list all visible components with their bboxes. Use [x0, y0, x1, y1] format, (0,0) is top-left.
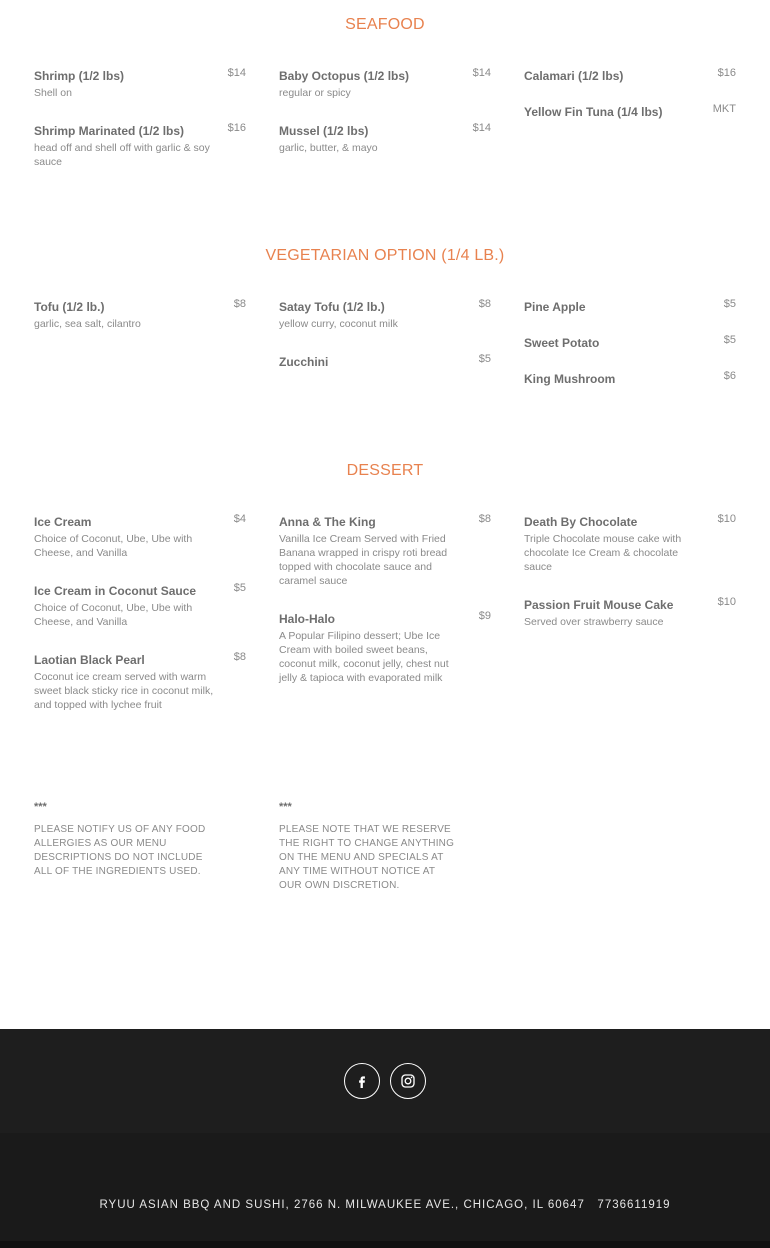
- item-price: $8: [478, 513, 491, 525]
- menu-item: [524, 334, 736, 351]
- item-price: $5: [478, 353, 491, 365]
- item-name: Ice Cream in Coconut Sauce: [34, 584, 197, 598]
- facebook-link[interactable]: [344, 1063, 380, 1099]
- item-name: Shrimp (1/2 lbs): [34, 69, 125, 83]
- item-name: Anna & The King: [279, 515, 376, 529]
- item-price: $9: [478, 610, 491, 622]
- menu-item: [279, 353, 491, 370]
- item-price: $10: [717, 596, 736, 608]
- item-name: Yellow Fin Tuna (1/4 lbs): [524, 105, 663, 119]
- instagram-icon: [400, 1073, 416, 1089]
- item-name: Tofu (1/2 lb.): [34, 300, 105, 314]
- item-price: $5: [233, 582, 246, 594]
- item-description: Vanilla Ice Cream Served with Fried Banana wrapped in crispy roti bread topped with chocolate sauce and caramel sauce: [279, 533, 448, 587]
- item-price: $8: [233, 298, 246, 310]
- menu-item: [524, 298, 736, 315]
- item-price: $6: [723, 370, 736, 382]
- restaurant-address: RYUU ASIAN BBQ AND SUSHI, 2766 N. MILWAUKEE AVE., CHICAGO, IL 60647 7736611919: [99, 1199, 671, 1211]
- item-description: Choice of Coconut, Ube, Ube with Cheese, and Vanilla: [34, 602, 193, 628]
- reserve-right-note: [279, 801, 457, 893]
- section-title-seafood: SEAFOOD: [345, 16, 425, 33]
- item-name: Shrimp Marinated (1/2 lbs): [34, 124, 185, 138]
- item-price: $5: [723, 298, 736, 310]
- footer-social-bar: [0, 1029, 770, 1133]
- section-title-vegetarian: VEGETARIAN OPTION (1/4 LB.): [265, 247, 505, 264]
- item-name: Calamari (1/2 lbs): [524, 69, 624, 83]
- menu-item: [524, 596, 736, 629]
- item-price: $4: [233, 513, 246, 525]
- note-text: PLEASE NOTIFY US OF ANY FOOD ALLERGIES AS OUR MENU DESCRIPTIONS DO NOT INCLUDE ALL OF THE INGREDIENTS USED.: [34, 824, 206, 877]
- item-price: $16: [717, 67, 736, 79]
- menu-item: [279, 513, 491, 588]
- item-description: Shell on: [34, 87, 72, 99]
- menu-item: [279, 610, 491, 685]
- item-name: Sweet Potato: [524, 336, 600, 350]
- item-name: Passion Fruit Mouse Cake: [524, 598, 674, 612]
- item-name: Zucchini: [279, 355, 329, 369]
- item-name: Ice Cream: [34, 515, 92, 529]
- menu-item: [279, 298, 491, 331]
- item-price: $10: [717, 513, 736, 525]
- menu-item: [34, 67, 246, 100]
- item-description: Choice of Coconut, Ube, Ube with Cheese, and Vanilla: [34, 533, 193, 559]
- item-price: MKT: [712, 103, 736, 115]
- item-name: Death By Chocolate: [524, 515, 638, 529]
- item-description: regular or spicy: [279, 87, 351, 99]
- item-name: Halo-Halo: [279, 612, 336, 626]
- item-description: A Popular Filipino dessert; Ube Ice Cream with boiled sweet beans, coconut milk, coconut jelly, chest nut jelly & tapioca with evaporated milk: [279, 630, 449, 684]
- item-price: $8: [478, 298, 491, 310]
- instagram-link[interactable]: [390, 1063, 426, 1099]
- section-title-dessert: DESSERT: [346, 462, 424, 479]
- menu-item: [279, 67, 491, 100]
- item-price: $14: [472, 122, 491, 134]
- item-description: garlic, butter, & mayo: [279, 142, 378, 154]
- item-description: Triple Chocolate mouse cake with chocolate Ice Cream & chocolate sauce: [524, 533, 682, 573]
- menu-item: [34, 122, 246, 169]
- item-name: Baby Octopus (1/2 lbs): [279, 69, 410, 83]
- item-name: Laotian Black Pearl: [34, 653, 145, 667]
- menu-item: [34, 298, 246, 331]
- menu-item: [34, 582, 246, 629]
- footer-address-bar: [0, 1133, 770, 1241]
- item-name: Mussel (1/2 lbs): [279, 124, 369, 138]
- item-description: yellow curry, coconut milk: [279, 318, 398, 330]
- menu-item: [524, 103, 736, 120]
- allergy-note: [34, 801, 212, 879]
- item-description: head off and shell off with garlic & soy sauce: [34, 142, 210, 168]
- footer-bottom-strip: [0, 1241, 770, 1248]
- facebook-icon: [355, 1074, 369, 1088]
- item-description: Served over strawberry sauce: [524, 616, 664, 628]
- item-description: Coconut ice cream served with warm sweet black sticky rice in coconut milk, and topped with lychee fruit: [34, 671, 214, 711]
- note-mark: ***: [279, 801, 292, 813]
- item-name: Satay Tofu (1/2 lb.): [279, 300, 385, 314]
- item-price: $14: [227, 67, 246, 79]
- menu-item: [524, 370, 736, 387]
- item-price: $8: [233, 651, 246, 663]
- item-description: garlic, sea salt, cilantro: [34, 318, 141, 330]
- item-price: $5: [723, 334, 736, 346]
- note-mark: ***: [34, 801, 47, 813]
- note-text: PLEASE NOTE THAT WE RESERVE THE RIGHT TO CHANGE ANYTHING ON THE MENU AND SPECIALS AT ANY TIME WITHOUT NOTICE AT OUR OWN DISCRETION.: [279, 824, 455, 891]
- item-price: $14: [472, 67, 491, 79]
- menu-item: [524, 67, 736, 84]
- menu-item: [34, 513, 246, 560]
- menu-item: [524, 513, 736, 574]
- menu-item: [279, 122, 491, 155]
- item-name: King Mushroom: [524, 372, 616, 386]
- item-price: $16: [227, 122, 246, 134]
- item-name: Pine Apple: [524, 300, 586, 314]
- menu-item: [34, 651, 246, 712]
